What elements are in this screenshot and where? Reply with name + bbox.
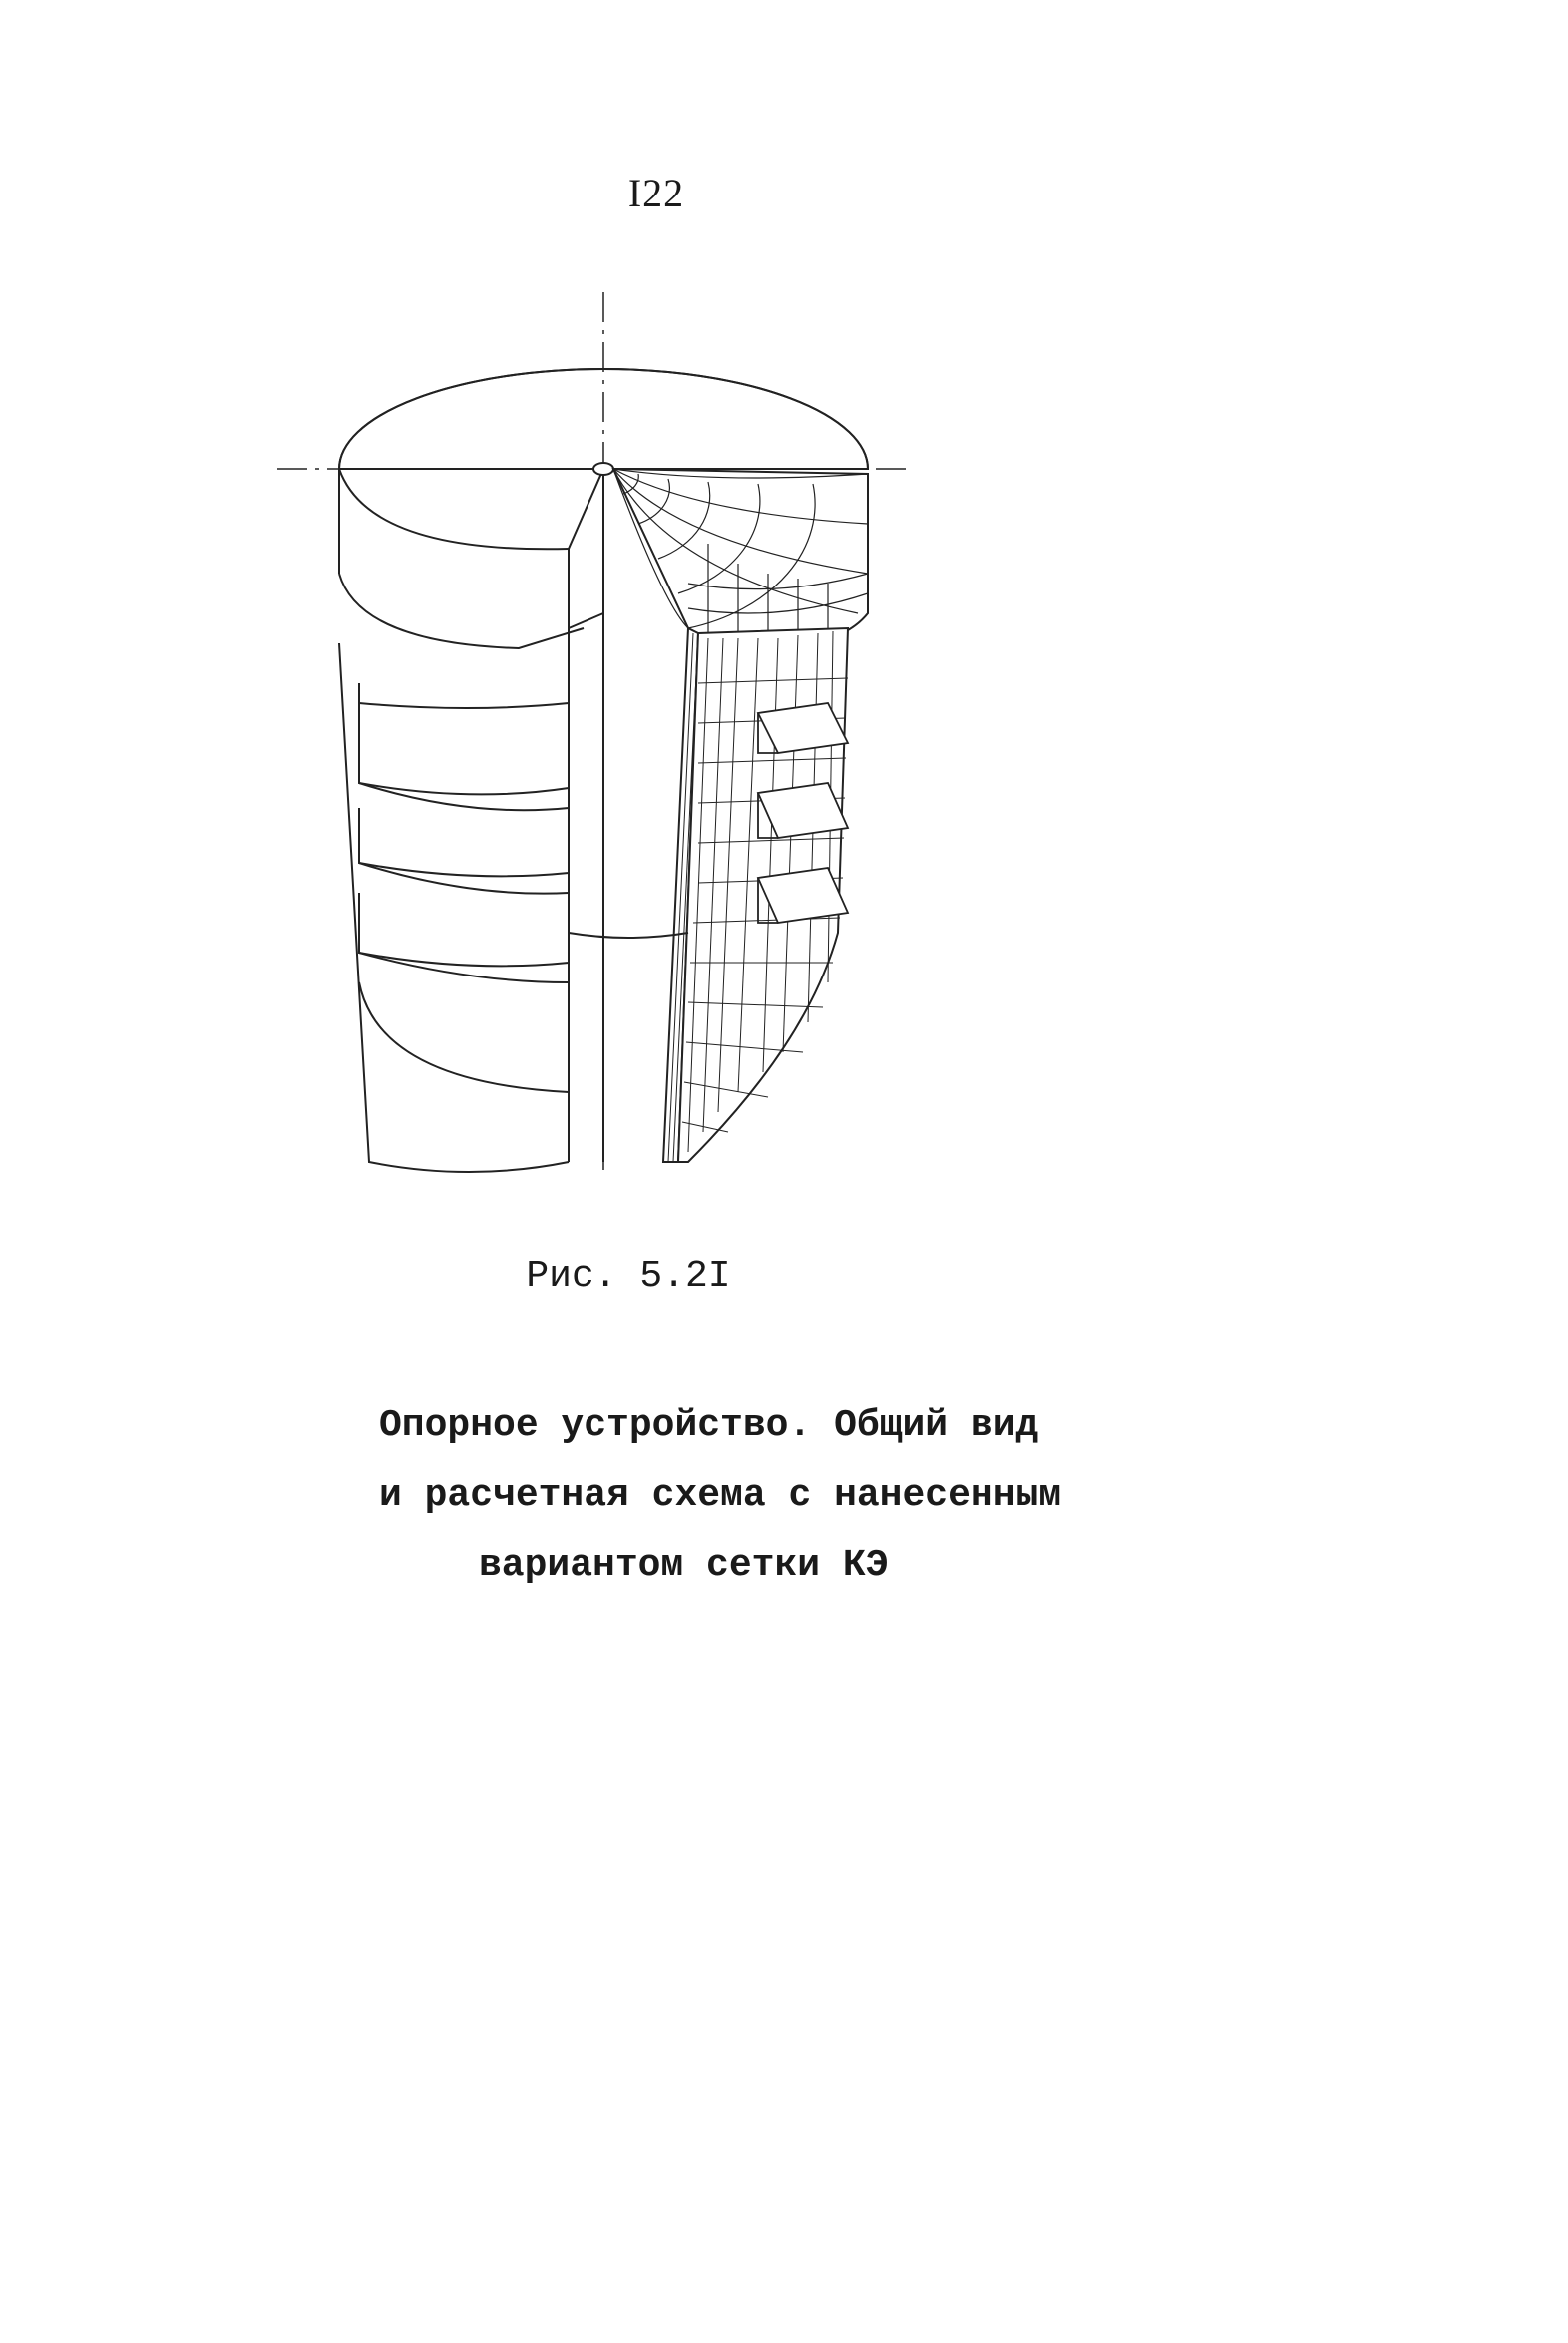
caption-line-1: Опорное устройство. Общий вид: [379, 1404, 1039, 1447]
figure-label: Рис. 5.2I: [526, 1255, 731, 1298]
caption-line-2: и расчетная схема с нанесенным: [379, 1474, 1062, 1517]
page-number: I22: [627, 171, 685, 215]
figure-caption: [379, 1391, 1077, 1601]
caption-line-3: вариантом сетки КЭ: [479, 1544, 889, 1587]
support-device-mesh-drawing-icon: [269, 284, 928, 1187]
support-device-figure: [269, 284, 928, 1187]
